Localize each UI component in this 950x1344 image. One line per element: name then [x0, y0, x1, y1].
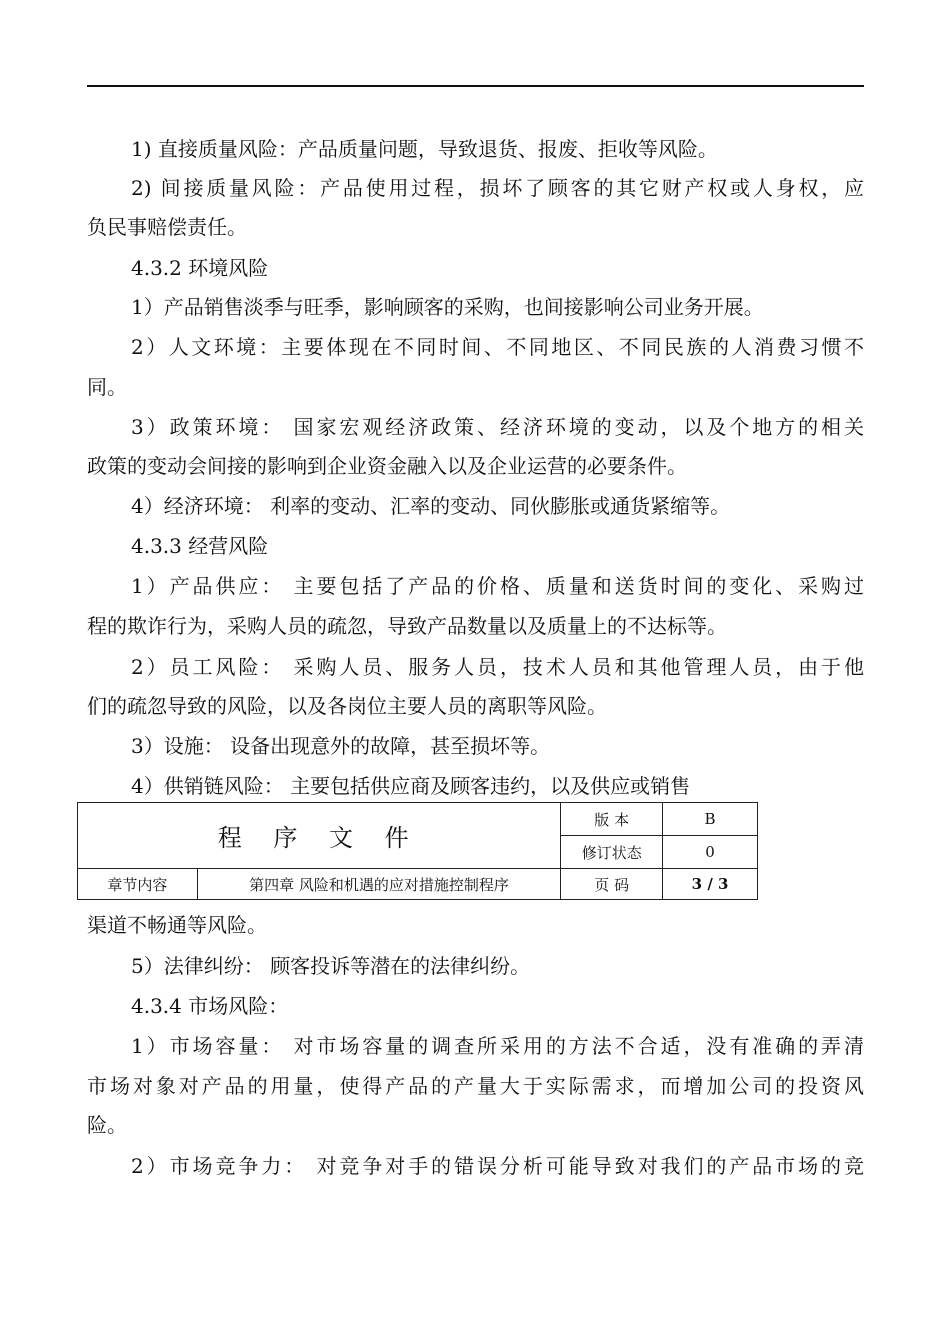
paragraph-line: 政策的变动会间接的影响到企业资金融入以及企业运营的必要条件。 — [87, 454, 687, 478]
paragraph-line: 1) 直接质量风险：产品质量问题，导致退货、报废、拒收等风险。 — [131, 137, 718, 161]
paragraph-line: 市场对象对产品的用量，使得产品的产量大于实际需求，而增加公司的投资风 — [87, 1074, 864, 1098]
paragraph-line: 险。 — [87, 1113, 127, 1137]
section-heading: 4.3.2 环境风险 — [131, 256, 269, 280]
chapter-value: 第四章 风险和机遇的应对措施控制程序 — [197, 869, 560, 900]
paragraph-line: 3）设施： 设备出现意外的故障，甚至损坏等。 — [131, 734, 551, 758]
paragraph-line: 程的欺诈行为，采购人员的疏忽，导致产品数量以及质量上的不达标等。 — [87, 614, 727, 638]
paragraph-line: 1）产品销售淡季与旺季，影响顾客的采购，也间接影响公司业务开展。 — [131, 295, 764, 319]
page-label: 页 码 — [561, 869, 663, 900]
paragraph-line: 3）政策环境： 国家宏观经济政策、经济环境的变动，以及个地方的相关 — [131, 415, 864, 439]
top-rule — [87, 85, 864, 87]
paragraph-line: 同。 — [87, 375, 127, 399]
version-value: B — [663, 803, 758, 836]
paragraph-line: 渠道不畅通等风险。 — [87, 913, 267, 937]
paragraph-line: 5）法律纠纷： 顾客投诉等潜在的法律纠纷。 — [131, 954, 531, 978]
document-header-table — [77, 802, 758, 900]
paragraph-line: 1）市场容量： 对市场容量的调查所采用的方法不合适，没有准确的弄清 — [131, 1034, 864, 1058]
paragraph-line: 2）人文环境：主要体现在不同时间、不同地区、不同民族的人消费习惯不 — [131, 335, 864, 359]
paragraph-line: 4）经济环境： 利率的变动、汇率的变动、同伙膨胀或通货紧缩等。 — [131, 494, 731, 518]
paragraph-line: 1）产品供应： 主要包括了产品的价格、质量和送货时间的变化、采购过 — [131, 574, 864, 598]
paragraph-line: 2）市场竞争力： 对竞争对手的错误分析可能导致对我们的产品市场的竞 — [131, 1154, 864, 1178]
paragraph-line: 4）供销链风险： 主要包括供应商及顾客违约，以及供应或销售 — [131, 774, 691, 798]
section-heading: 4.3.4 市场风险： — [131, 994, 289, 1018]
chapter-label: 章节内容 — [78, 869, 198, 900]
paragraph-line: 负民事赔偿责任。 — [87, 215, 247, 239]
paragraph-line: 们的疏忽导致的风险，以及各岗位主要人员的离职等风险。 — [87, 694, 607, 718]
revision-label: 修订状态 — [561, 836, 663, 869]
doc-title: 程 序 文 件 — [78, 803, 561, 869]
paragraph-line: 2）员工风险： 采购人员、服务人员，技术人员和其他管理人员，由于他 — [131, 655, 864, 679]
version-label: 版 本 — [561, 803, 663, 836]
section-heading: 4.3.3 经营风险 — [131, 534, 269, 558]
page-value: 3 / 3 — [663, 869, 758, 900]
revision-value: 0 — [663, 836, 758, 869]
paragraph-line: 2) 间接质量风险：产品使用过程，损坏了顾客的其它财产权或人身权，应 — [131, 176, 864, 200]
